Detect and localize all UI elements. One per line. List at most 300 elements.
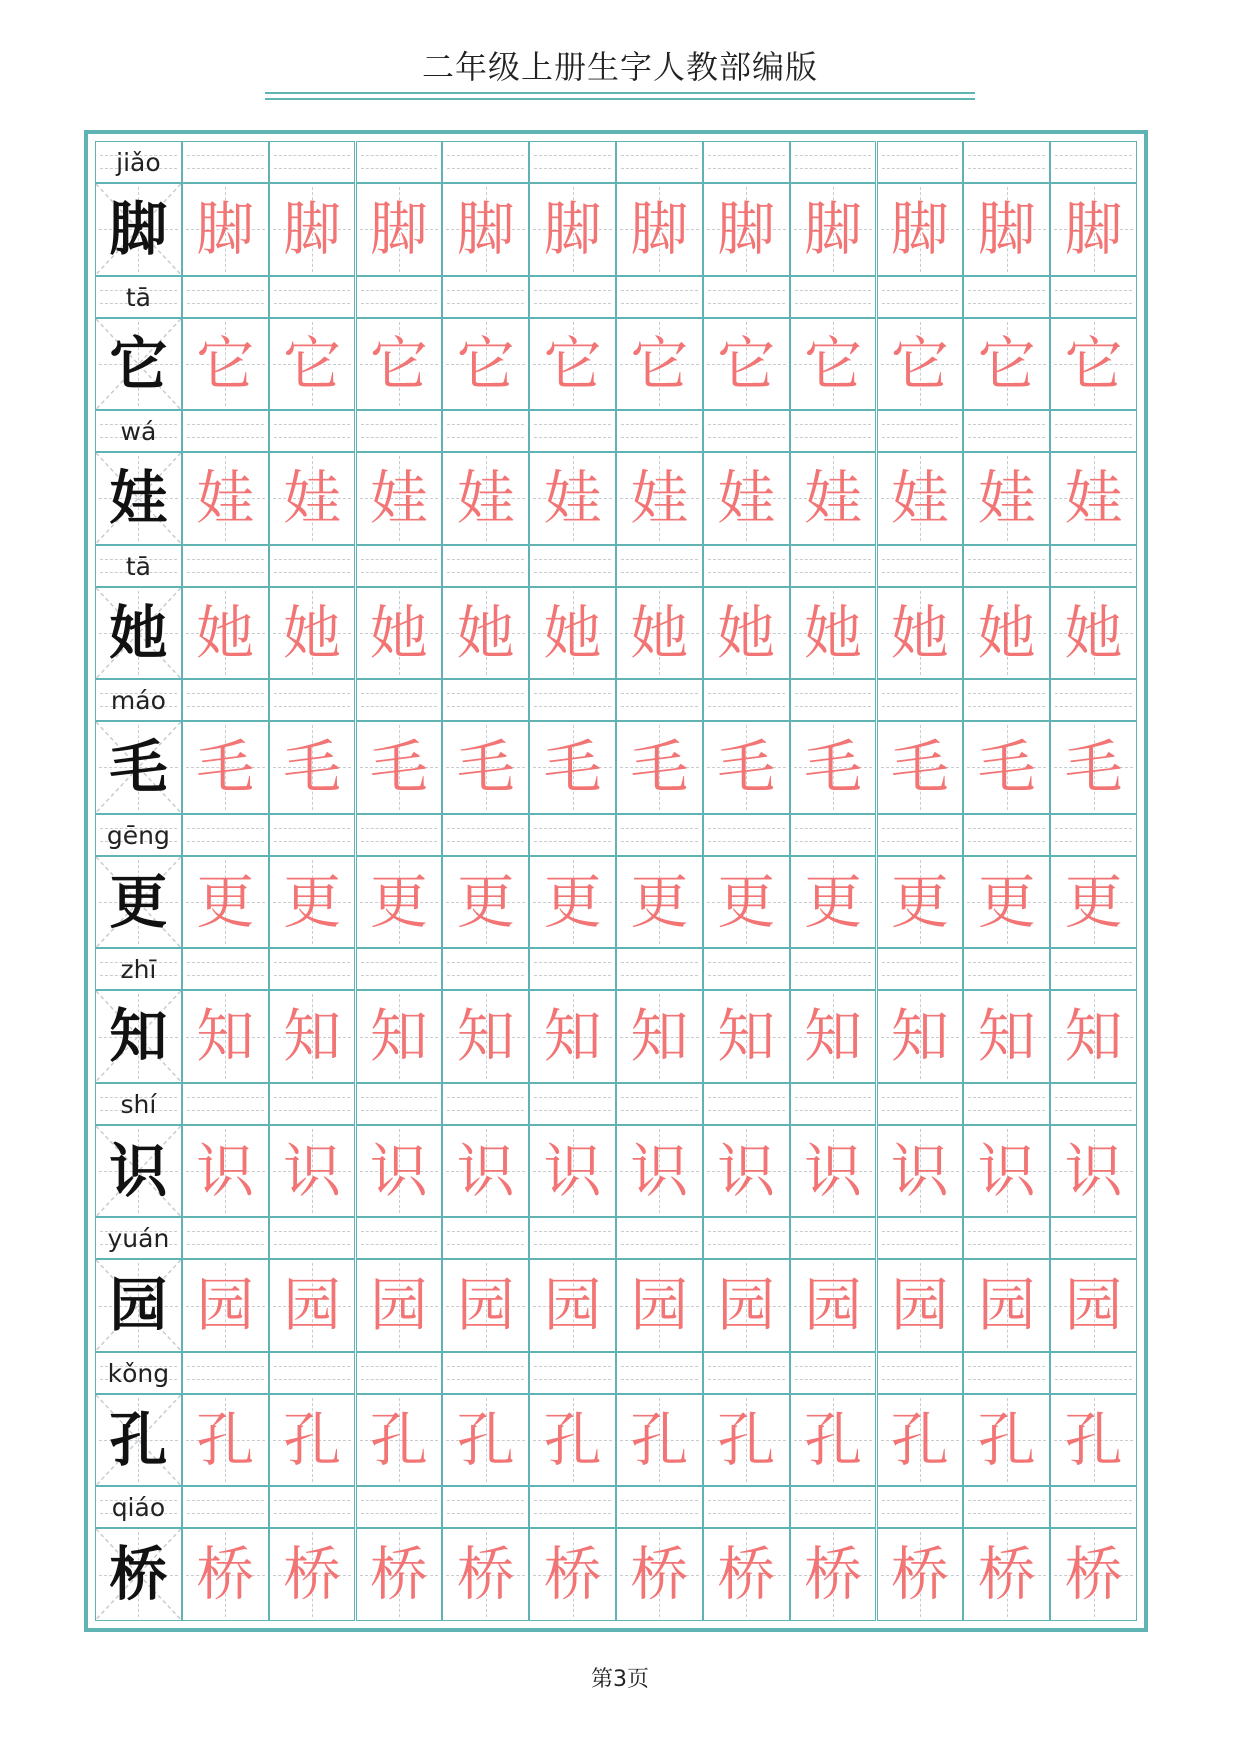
- trace-character[interactable]: 毛: [1064, 733, 1123, 802]
- trace-character[interactable]: 毛: [890, 733, 949, 802]
- trace-cell: [877, 545, 964, 680]
- trace-character[interactable]: 桥: [630, 1540, 689, 1609]
- trace-cell: [442, 1352, 529, 1487]
- trace-character[interactable]: 娃: [1064, 464, 1123, 533]
- trace-cell: [182, 1352, 269, 1487]
- trace-cell: [356, 545, 443, 680]
- trace-cell: [790, 1486, 877, 1621]
- trace-character[interactable]: 识: [890, 1136, 949, 1205]
- pinyin-box: [963, 814, 1050, 856]
- trace-cell: [963, 1486, 1050, 1621]
- trace-character[interactable]: 脚: [1064, 195, 1123, 263]
- trace-character[interactable]: 知: [977, 1002, 1036, 1071]
- trace-character[interactable]: 知: [630, 1002, 689, 1071]
- trace-cell: [269, 1352, 356, 1487]
- trace-cell: [616, 410, 703, 545]
- trace-character[interactable]: 桥: [283, 1540, 342, 1609]
- trace-cell: [182, 679, 269, 814]
- trace-character[interactable]: 它: [890, 329, 949, 398]
- trace-character[interactable]: 脚: [977, 195, 1036, 263]
- trace-character[interactable]: 她: [977, 598, 1036, 667]
- model-character: 园: [109, 1271, 168, 1340]
- pinyin-box: [703, 948, 790, 990]
- trace-character[interactable]: 桥: [977, 1540, 1036, 1609]
- trace-character[interactable]: 她: [890, 598, 949, 667]
- character-row: [95, 545, 1137, 680]
- trace-character[interactable]: 毛: [977, 733, 1036, 802]
- pinyin-box: [529, 679, 616, 721]
- trace-cell: [790, 948, 877, 1083]
- pinyin-box: [1050, 1352, 1137, 1394]
- model-cell: [95, 1083, 182, 1218]
- trace-character[interactable]: 园: [1064, 1271, 1123, 1340]
- pinyin-label: máo: [110, 686, 166, 716]
- trace-character[interactable]: 毛: [196, 733, 255, 802]
- trace-cell: [442, 679, 529, 814]
- trace-character[interactable]: 它: [630, 329, 689, 398]
- trace-cell: [182, 545, 269, 680]
- trace-character[interactable]: 园: [804, 1271, 863, 1340]
- trace-character[interactable]: 孔: [283, 1405, 342, 1474]
- trace-cell: [963, 410, 1050, 545]
- trace-cell: [442, 1083, 529, 1218]
- trace-character[interactable]: 她: [543, 598, 602, 667]
- pinyin-box: [1050, 814, 1137, 856]
- trace-character[interactable]: 脚: [196, 195, 255, 263]
- trace-character[interactable]: 园: [717, 1271, 776, 1340]
- pinyin-box: [616, 1217, 703, 1259]
- pinyin-box: [442, 679, 529, 721]
- pinyin-box: [442, 814, 529, 856]
- pinyin-box: [529, 141, 616, 183]
- pinyin-box: [790, 276, 877, 318]
- trace-cell: [616, 545, 703, 680]
- pinyin-box: [877, 141, 964, 183]
- pinyin-box: [442, 948, 529, 990]
- trace-character[interactable]: 识: [804, 1136, 863, 1205]
- trace-character[interactable]: 知: [369, 1002, 428, 1071]
- trace-character[interactable]: 脚: [456, 195, 515, 263]
- character-row: [95, 814, 1137, 949]
- trace-character[interactable]: 知: [543, 1002, 602, 1071]
- pinyin-box: [703, 141, 790, 183]
- trace-character[interactable]: 孔: [630, 1405, 689, 1474]
- pinyin-box: [269, 1486, 356, 1528]
- pinyin-box: [616, 679, 703, 721]
- trace-character[interactable]: 娃: [196, 464, 255, 533]
- trace-character[interactable]: 更: [543, 867, 602, 936]
- trace-character[interactable]: 知: [283, 1002, 342, 1071]
- pinyin-box: [963, 1083, 1050, 1125]
- trace-cell: [790, 1352, 877, 1487]
- trace-character[interactable]: 更: [369, 867, 428, 936]
- pinyin-box: [703, 1217, 790, 1259]
- pinyin-box: [442, 1352, 529, 1394]
- trace-character[interactable]: 桥: [369, 1540, 428, 1609]
- trace-character[interactable]: 她: [456, 598, 515, 667]
- model-character: 更: [109, 867, 168, 936]
- pinyin-box: [269, 679, 356, 721]
- trace-character[interactable]: 脚: [630, 195, 689, 263]
- trace-cell: [616, 814, 703, 949]
- trace-character[interactable]: 脚: [890, 195, 949, 263]
- pinyin-label: gēng: [106, 820, 170, 850]
- trace-cell: [529, 276, 616, 411]
- trace-character[interactable]: 孔: [369, 1405, 428, 1474]
- trace-cell: [356, 679, 443, 814]
- trace-character[interactable]: 园: [630, 1271, 689, 1340]
- pinyin-box: [877, 1083, 964, 1125]
- trace-cell: [269, 276, 356, 411]
- trace-character[interactable]: 毛: [456, 733, 515, 802]
- trace-character[interactable]: 毛: [283, 733, 342, 802]
- pinyin-box: [356, 948, 443, 990]
- model-character: 孔: [109, 1405, 168, 1474]
- trace-character[interactable]: 脚: [543, 195, 602, 263]
- model-character: 知: [109, 1002, 168, 1071]
- trace-cell: [790, 814, 877, 949]
- trace-character[interactable]: 桥: [196, 1540, 255, 1609]
- pinyin-box: [790, 814, 877, 856]
- trace-character[interactable]: 它: [717, 329, 776, 398]
- trace-cell: [1050, 545, 1137, 680]
- pinyin-box: [529, 1217, 616, 1259]
- trace-character[interactable]: 她: [630, 598, 689, 667]
- trace-character[interactable]: 桥: [890, 1540, 949, 1609]
- trace-character[interactable]: 娃: [804, 464, 863, 533]
- trace-cell: [877, 679, 964, 814]
- trace-cell: [790, 141, 877, 276]
- pinyin-box: [269, 948, 356, 990]
- trace-character[interactable]: 园: [890, 1271, 949, 1340]
- trace-character[interactable]: 她: [1064, 598, 1123, 667]
- trace-character[interactable]: 园: [456, 1271, 515, 1340]
- trace-character[interactable]: 识: [630, 1136, 689, 1205]
- trace-character[interactable]: 毛: [804, 733, 863, 802]
- pinyin-box: [877, 1486, 964, 1528]
- trace-character[interactable]: 知: [196, 1002, 255, 1071]
- pinyin-box: [529, 1352, 616, 1394]
- trace-cell: [963, 1352, 1050, 1487]
- pinyin-label: tā: [125, 282, 151, 312]
- model-cell: [95, 276, 182, 411]
- trace-character[interactable]: 识: [283, 1136, 342, 1205]
- trace-cell: [790, 410, 877, 545]
- trace-character[interactable]: 园: [283, 1271, 342, 1340]
- trace-character[interactable]: 识: [717, 1136, 776, 1205]
- pinyin-label: wá: [120, 417, 157, 447]
- trace-character[interactable]: 她: [283, 598, 342, 667]
- trace-cell: [529, 410, 616, 545]
- character-row: [95, 141, 1137, 276]
- trace-cell: [1050, 679, 1137, 814]
- trace-character[interactable]: 它: [369, 329, 428, 398]
- pinyin-box: [790, 1352, 877, 1394]
- trace-character[interactable]: 它: [804, 329, 863, 398]
- trace-cell: [356, 1352, 443, 1487]
- model-cell: [95, 410, 182, 545]
- trace-cell: [356, 276, 443, 411]
- pinyin-box: [269, 141, 356, 183]
- pinyin-box: [616, 141, 703, 183]
- pinyin-box: [877, 814, 964, 856]
- trace-character[interactable]: 脚: [283, 195, 342, 263]
- character-row: [95, 1352, 1137, 1487]
- trace-character[interactable]: 它: [977, 329, 1036, 398]
- trace-character[interactable]: 更: [717, 867, 776, 936]
- trace-cell: [269, 948, 356, 1083]
- pinyin-box: [1050, 545, 1137, 587]
- page-title: 二年级上册生字人教部编版: [421, 48, 818, 86]
- trace-cell: [877, 1217, 964, 1352]
- trace-cell: [1050, 1083, 1137, 1218]
- trace-character[interactable]: 桥: [543, 1540, 602, 1609]
- trace-cell: [1050, 948, 1137, 1083]
- model-cell: [95, 814, 182, 949]
- trace-character[interactable]: 娃: [283, 464, 342, 533]
- pinyin-label: jiǎo: [116, 148, 161, 177]
- trace-character[interactable]: 孔: [717, 1405, 776, 1474]
- trace-character[interactable]: 园: [543, 1271, 602, 1340]
- pinyin-box: [790, 1217, 877, 1259]
- trace-cell: [963, 948, 1050, 1083]
- title-underline: [265, 98, 975, 100]
- trace-cell: [963, 276, 1050, 411]
- character-row: [95, 276, 1137, 411]
- pinyin-box: [442, 141, 529, 183]
- pinyin-label: zhī: [120, 955, 157, 985]
- pinyin-box: [616, 410, 703, 452]
- pinyin-box: [790, 410, 877, 452]
- trace-cell: [269, 814, 356, 949]
- pinyin-box: [269, 545, 356, 587]
- practice-grid: [95, 141, 1137, 1621]
- trace-character[interactable]: 毛: [369, 733, 428, 802]
- trace-character[interactable]: 知: [804, 1002, 863, 1071]
- pinyin-box: [703, 679, 790, 721]
- pinyin-box: [877, 1217, 964, 1259]
- trace-character[interactable]: 她: [804, 598, 863, 667]
- trace-character[interactable]: 娃: [369, 464, 428, 533]
- trace-character[interactable]: 孔: [1064, 1405, 1123, 1474]
- trace-character[interactable]: 知: [1064, 1002, 1123, 1071]
- pinyin-box: [356, 545, 443, 587]
- pinyin-box: [963, 1217, 1050, 1259]
- trace-character[interactable]: 更: [1064, 867, 1123, 936]
- pinyin-box: [703, 814, 790, 856]
- trace-cell: [703, 141, 790, 276]
- trace-cell: [442, 814, 529, 949]
- trace-cell: [616, 1486, 703, 1621]
- trace-cell: [356, 1217, 443, 1352]
- character-row: [95, 1486, 1137, 1621]
- character-row: [95, 679, 1137, 814]
- trace-character[interactable]: 更: [456, 867, 515, 936]
- trace-character[interactable]: 娃: [456, 464, 515, 533]
- pinyin-box: [356, 1217, 443, 1259]
- pinyin-box: [877, 410, 964, 452]
- pinyin-box: [356, 276, 443, 318]
- pinyin-box: [616, 276, 703, 318]
- trace-character[interactable]: 知: [717, 1002, 776, 1071]
- pinyin-box: [529, 545, 616, 587]
- trace-character[interactable]: 孔: [890, 1405, 949, 1474]
- trace-cell: [182, 1217, 269, 1352]
- trace-cell: [703, 1217, 790, 1352]
- trace-character[interactable]: 娃: [543, 464, 602, 533]
- pinyin-box: [356, 1083, 443, 1125]
- pinyin-box: [877, 679, 964, 721]
- trace-cell: [356, 410, 443, 545]
- trace-character[interactable]: 脚: [369, 195, 428, 263]
- trace-cell: [963, 814, 1050, 949]
- pinyin-box: [790, 1083, 877, 1125]
- trace-character[interactable]: 它: [1064, 329, 1123, 398]
- pinyin-box: [963, 410, 1050, 452]
- trace-cell: [182, 141, 269, 276]
- trace-character[interactable]: 知: [456, 1002, 515, 1071]
- trace-character[interactable]: 娃: [717, 464, 776, 533]
- pinyin-box: [703, 1352, 790, 1394]
- trace-cell: [529, 1083, 616, 1218]
- pinyin-box: [1050, 141, 1137, 183]
- pinyin-box: [616, 545, 703, 587]
- pinyin-box: [182, 679, 269, 721]
- trace-cell: [269, 1217, 356, 1352]
- trace-character[interactable]: 更: [890, 867, 949, 936]
- trace-character[interactable]: 识: [456, 1136, 515, 1205]
- trace-character[interactable]: 毛: [717, 733, 776, 802]
- pinyin-box: [529, 276, 616, 318]
- trace-character[interactable]: 识: [1064, 1136, 1123, 1205]
- trace-character[interactable]: 脚: [804, 195, 863, 263]
- trace-character[interactable]: 桥: [804, 1540, 863, 1609]
- pinyin-box: [269, 814, 356, 856]
- pinyin-box: [616, 814, 703, 856]
- trace-character[interactable]: 娃: [630, 464, 689, 533]
- trace-character[interactable]: 桥: [1064, 1540, 1123, 1609]
- trace-cell: [790, 276, 877, 411]
- trace-cell: [529, 1217, 616, 1352]
- pinyin-box: [963, 1486, 1050, 1528]
- pinyin-box: [356, 141, 443, 183]
- trace-character[interactable]: 更: [630, 867, 689, 936]
- trace-cell: [1050, 141, 1137, 276]
- trace-character[interactable]: 识: [196, 1136, 255, 1205]
- model-cell: [95, 679, 182, 814]
- trace-character[interactable]: 毛: [543, 733, 602, 802]
- trace-character[interactable]: 孔: [543, 1405, 602, 1474]
- trace-cell: [616, 1352, 703, 1487]
- trace-character[interactable]: 更: [804, 867, 863, 936]
- trace-cell: [356, 814, 443, 949]
- trace-character[interactable]: 娃: [890, 464, 949, 533]
- model-cell: [95, 948, 182, 1083]
- trace-cell: [703, 1083, 790, 1218]
- trace-character[interactable]: 它: [456, 329, 515, 398]
- pinyin-box: [790, 679, 877, 721]
- trace-cell: [703, 545, 790, 680]
- trace-cell: [442, 1486, 529, 1621]
- character-row: [95, 1217, 1137, 1352]
- trace-character[interactable]: 园: [369, 1271, 428, 1340]
- trace-cell: [616, 1083, 703, 1218]
- trace-character[interactable]: 更: [977, 867, 1036, 936]
- pinyin-box: [790, 141, 877, 183]
- pinyin-box: [877, 276, 964, 318]
- trace-character[interactable]: 更: [196, 867, 255, 936]
- trace-cell: [182, 1486, 269, 1621]
- trace-character[interactable]: 娃: [977, 464, 1036, 533]
- trace-character[interactable]: 她: [717, 598, 776, 667]
- trace-character[interactable]: 孔: [456, 1405, 515, 1474]
- trace-cell: [877, 410, 964, 545]
- trace-cell: [356, 141, 443, 276]
- pinyin-box: [442, 1217, 529, 1259]
- trace-character[interactable]: 它: [283, 329, 342, 398]
- pinyin-box: [356, 814, 443, 856]
- trace-cell: [1050, 1217, 1137, 1352]
- pinyin-box: [703, 1486, 790, 1528]
- trace-character[interactable]: 知: [890, 1002, 949, 1071]
- trace-cell: [269, 141, 356, 276]
- pinyin-box: [963, 948, 1050, 990]
- trace-cell: [877, 276, 964, 411]
- trace-cell: [616, 948, 703, 1083]
- trace-character[interactable]: 识: [977, 1136, 1036, 1205]
- trace-character[interactable]: 孔: [804, 1405, 863, 1474]
- model-character: 它: [109, 329, 168, 398]
- trace-cell: [877, 814, 964, 949]
- trace-character[interactable]: 她: [196, 598, 255, 667]
- pinyin-box: [269, 1217, 356, 1259]
- trace-character[interactable]: 它: [196, 329, 255, 398]
- pinyin-box: [1050, 1217, 1137, 1259]
- model-character: 她: [109, 598, 168, 667]
- pinyin-box: [529, 1486, 616, 1528]
- model-character: 识: [109, 1136, 168, 1205]
- trace-character[interactable]: 它: [543, 329, 602, 398]
- trace-character[interactable]: 她: [369, 598, 428, 667]
- trace-cell: [877, 141, 964, 276]
- trace-cell: [442, 948, 529, 1083]
- pinyin-box: [877, 545, 964, 587]
- trace-character[interactable]: 孔: [196, 1405, 255, 1474]
- trace-character[interactable]: 孔: [977, 1405, 1036, 1474]
- trace-character[interactable]: 识: [369, 1136, 428, 1205]
- trace-character[interactable]: 桥: [456, 1540, 515, 1609]
- trace-character[interactable]: 毛: [630, 733, 689, 802]
- trace-cell: [703, 679, 790, 814]
- pinyin-box: [963, 545, 1050, 587]
- page-number: 第3页: [591, 1667, 649, 1692]
- pinyin-box: [442, 545, 529, 587]
- trace-character[interactable]: 园: [196, 1271, 255, 1340]
- trace-character[interactable]: 园: [977, 1271, 1036, 1340]
- trace-cell: [529, 679, 616, 814]
- trace-cell: [963, 545, 1050, 680]
- pinyin-box: [877, 1352, 964, 1394]
- trace-cell: [703, 814, 790, 949]
- trace-character[interactable]: 桥: [717, 1540, 776, 1609]
- pinyin-box: [182, 1083, 269, 1125]
- pinyin-box: [616, 1486, 703, 1528]
- trace-character[interactable]: 脚: [717, 195, 776, 263]
- trace-cell: [182, 410, 269, 545]
- trace-character[interactable]: 更: [283, 867, 342, 936]
- trace-character[interactable]: 识: [543, 1136, 602, 1205]
- trace-cell: [529, 948, 616, 1083]
